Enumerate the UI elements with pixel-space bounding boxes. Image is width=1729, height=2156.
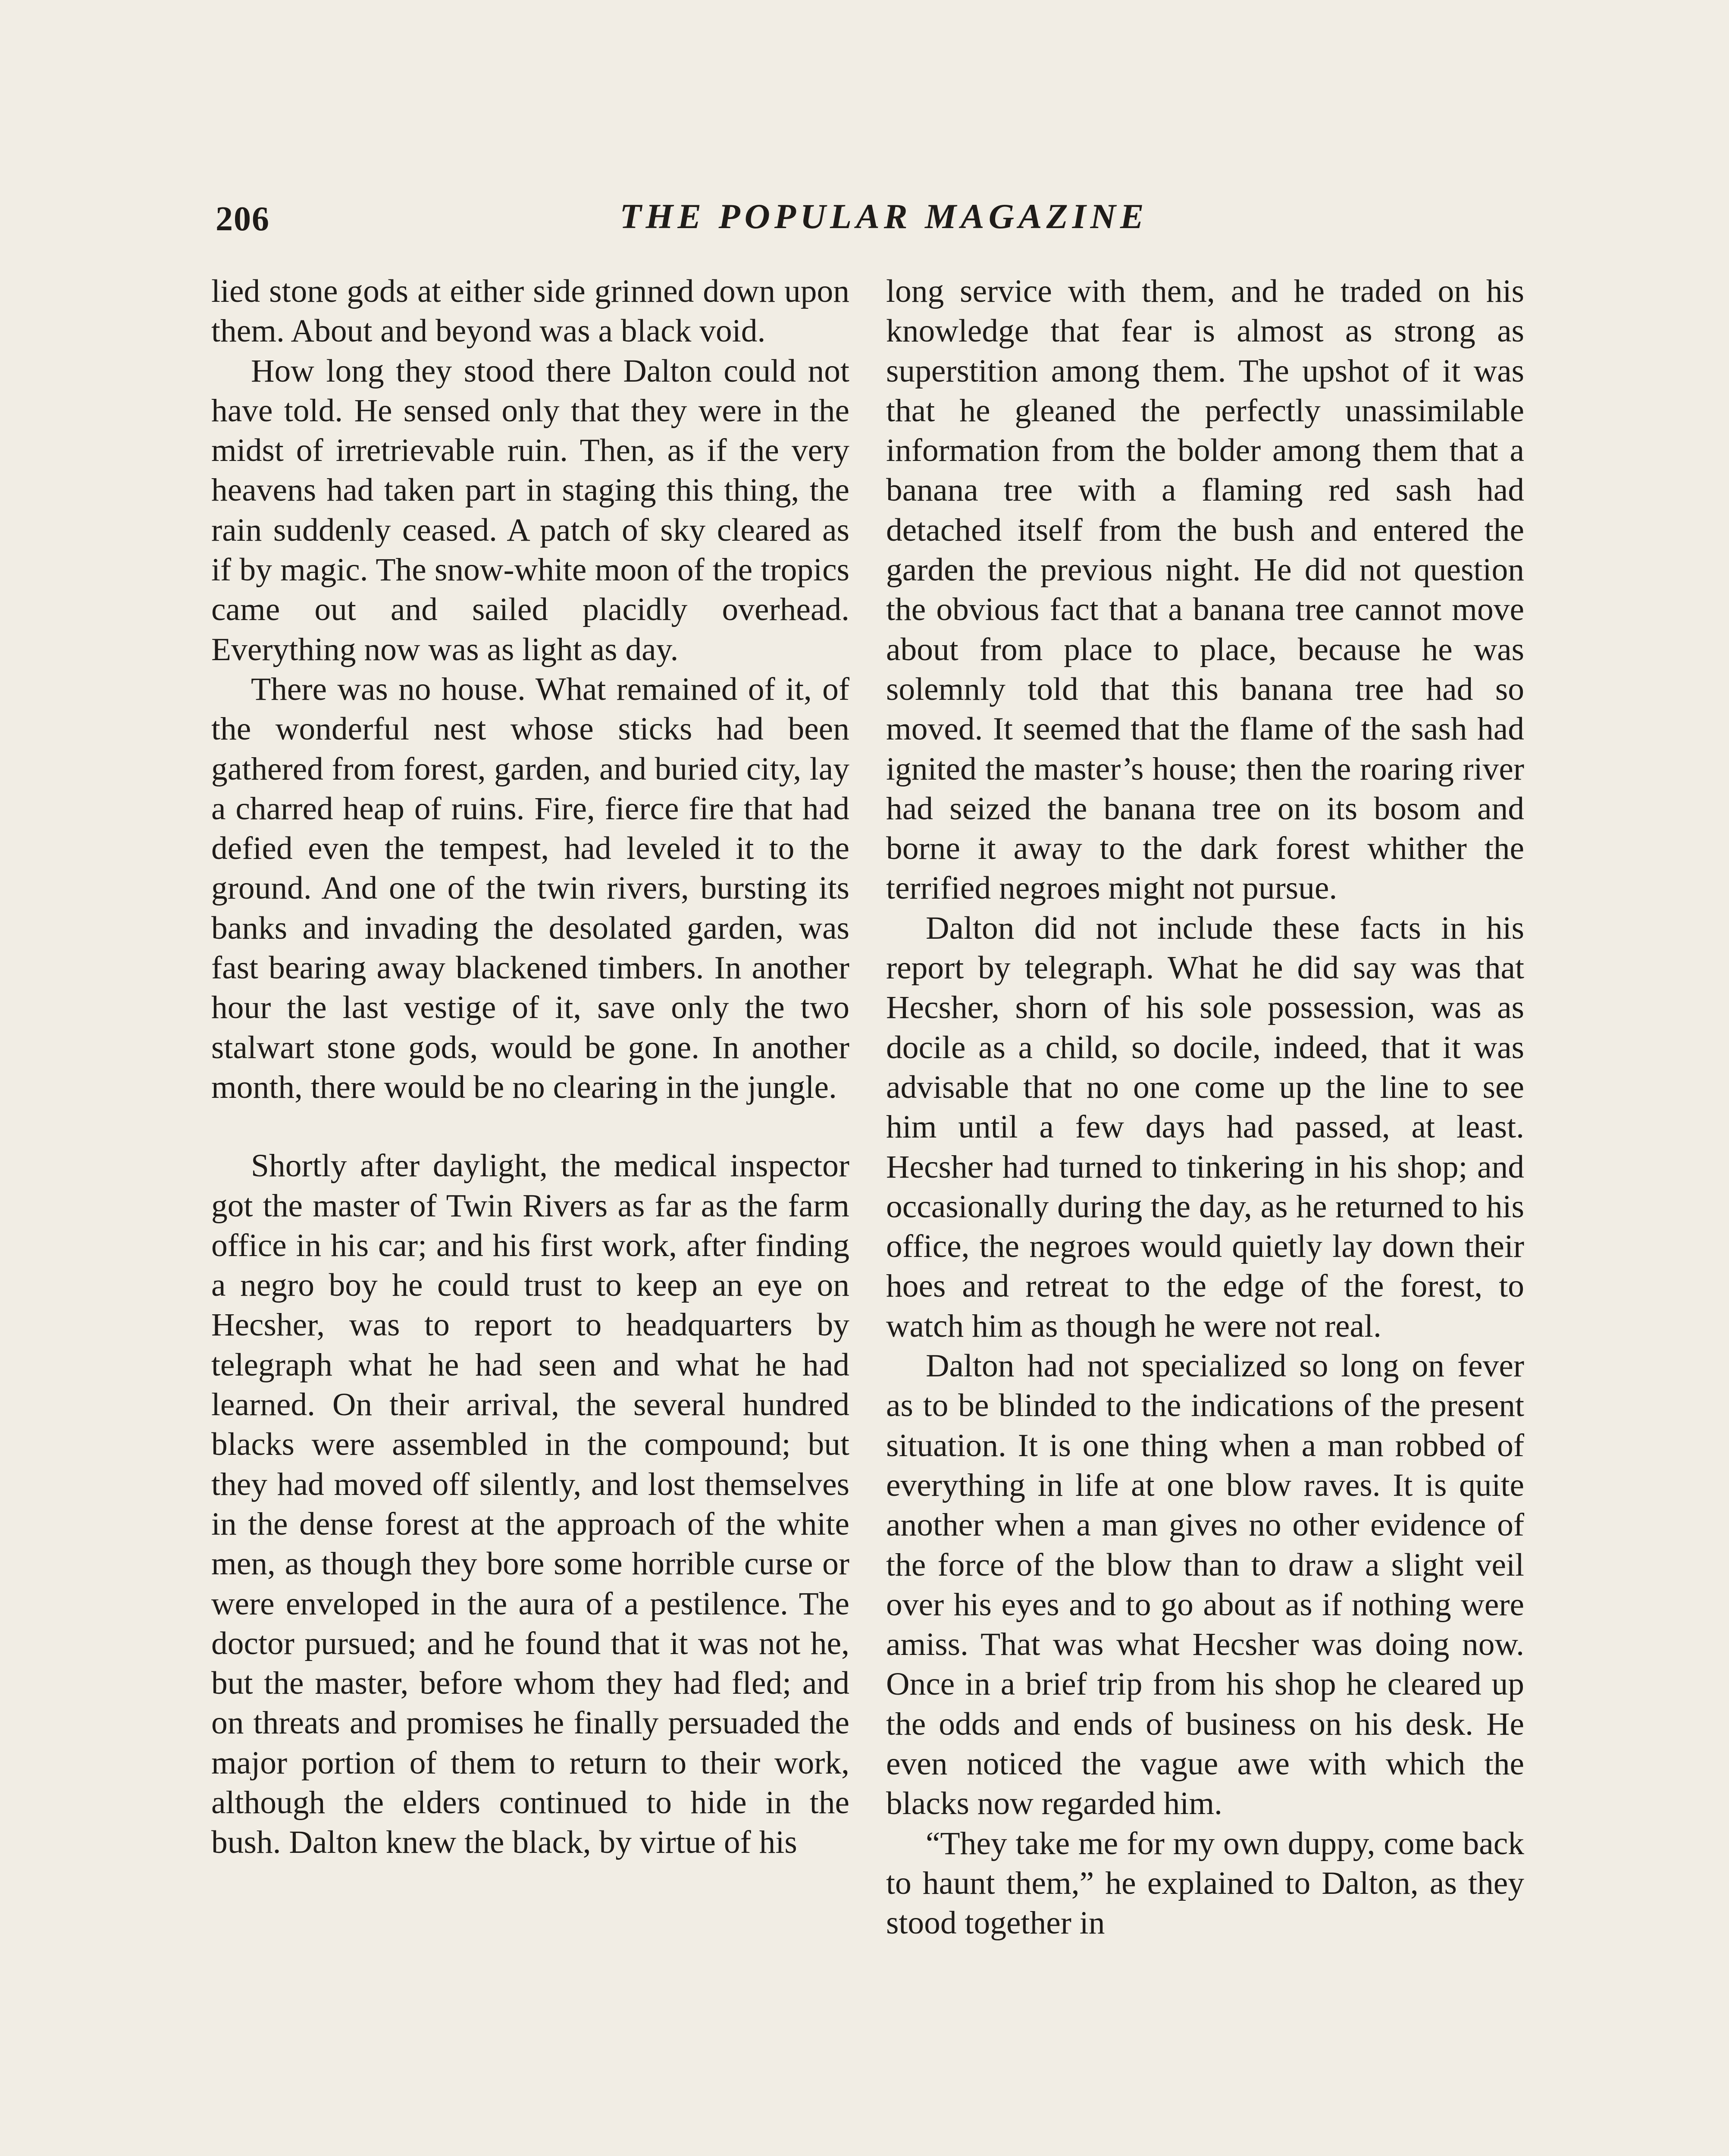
section-break bbox=[211, 1107, 849, 1146]
running-head: THE POPULAR MAGAZINE bbox=[620, 197, 1148, 236]
right-column bbox=[886, 272, 1524, 1943]
paragraph: Dalton had not specialized so long on fever as to be blinded to the indications of the present situation. It is one thing when a man robbed of everything in life at one blow raves. It is quite another when a man gives no other evidence of the force of the blow than to draw a slight veil over his eyes and to go about as if nothing were amiss. That was what Hecsher was doing now. Once in a brief trip from his shop he cleared up the odds and ends of business on his desk. He even noticed the vague awe with which the blacks now regarded him. bbox=[886, 1348, 1524, 1822]
paragraph: long service with them, and he traded on his knowledge that fear is almost as strong as superstition among them. The upshot of it was that he gleaned the perfectly unassimilable information from the bolder among them that a banana tree with a flaming red sash had detached itself from the bush and entered the garden the previous night. He did not question the obvious fact that a banana tree cannot move about from place to place, because he was solemnly told that this banana tree had so moved. It seemed that the flame of the sash had ignited the master’s house; then the roaring river had seized the banana tree on its bosom and borne it away to the dark forest whither the terrified negroes might not pursue. bbox=[886, 273, 1524, 906]
paragraph: “They take me for my own duppy, come back to haunt them,” he explained to Dalton, as they stood together in bbox=[886, 1825, 1524, 1941]
page-header bbox=[216, 196, 1535, 252]
paragraph: There was no house. What remained of it, of the wonderful nest whose sticks had been gathered from forest, garden, and buried city, lay a charred heap of ruins. Fire, fierce fire that had defied even the tempest, had leveled it to the ground. And one of the twin rivers, bursting its banks and invading the desolated garden, was fast bearing away blackened timbers. In another hour the last vestige of it, save only the two stalwart stone gods, would be gone. In another month, there would be no clearing in the jungle. bbox=[211, 671, 849, 1105]
paragraph: Shortly after daylight, the medical inspector got the master of Twin Rivers as far as the farm office in his car; and his first work, after finding a negro boy he could trust to keep an eye on Hecsher, was to report to headquarters by telegraph what he had seen and what he had learned. On their arrival, the several hundred blacks were assembled in the compound; but they had moved off silently, and lost themselves in the dense forest at the approach of the white men, as though they bore some horrible curse or were enveloped in the aura of a pestilence. The doctor pursued; and he found that it was not he, but the master, before whom they had fled; and on threats and promises he finally persuaded the major portion of them to return to their work, although the elders continued to hide in the bush. Dalton knew the black, by virtue of his bbox=[211, 1148, 849, 1861]
page-number: 206 bbox=[216, 200, 270, 238]
left-column bbox=[211, 272, 849, 1863]
paragraph: Dalton did not include these facts in his report by telegraph. What he did say was that Hecsher, shorn of his sole possession, was as docile as a child, so docile, indeed, that it was advisable that no one come up the line to see him until a few days had passed, at least. Hecsher had turned to tinkering in his shop; and occasionally during the day, as he returned to his office, the negroes would quietly lay down their hoes and retreat to the edge of the forest, to watch him as though he were not real. bbox=[886, 910, 1524, 1344]
paragraph: lied stone gods at either side grinned down upon them. About and beyond was a black void. bbox=[211, 273, 849, 349]
paragraph: How long they stood there Dalton could not have told. He sensed only that they were in the midst of irretrievable ruin. Then, as if the very heavens had taken part in staging this thing, the rain suddenly ceased. A patch of sky cleared as if by magic. The snow-white moon of the tropics came out and sailed placidly overhead. Everything now was as light as day. bbox=[211, 353, 849, 667]
